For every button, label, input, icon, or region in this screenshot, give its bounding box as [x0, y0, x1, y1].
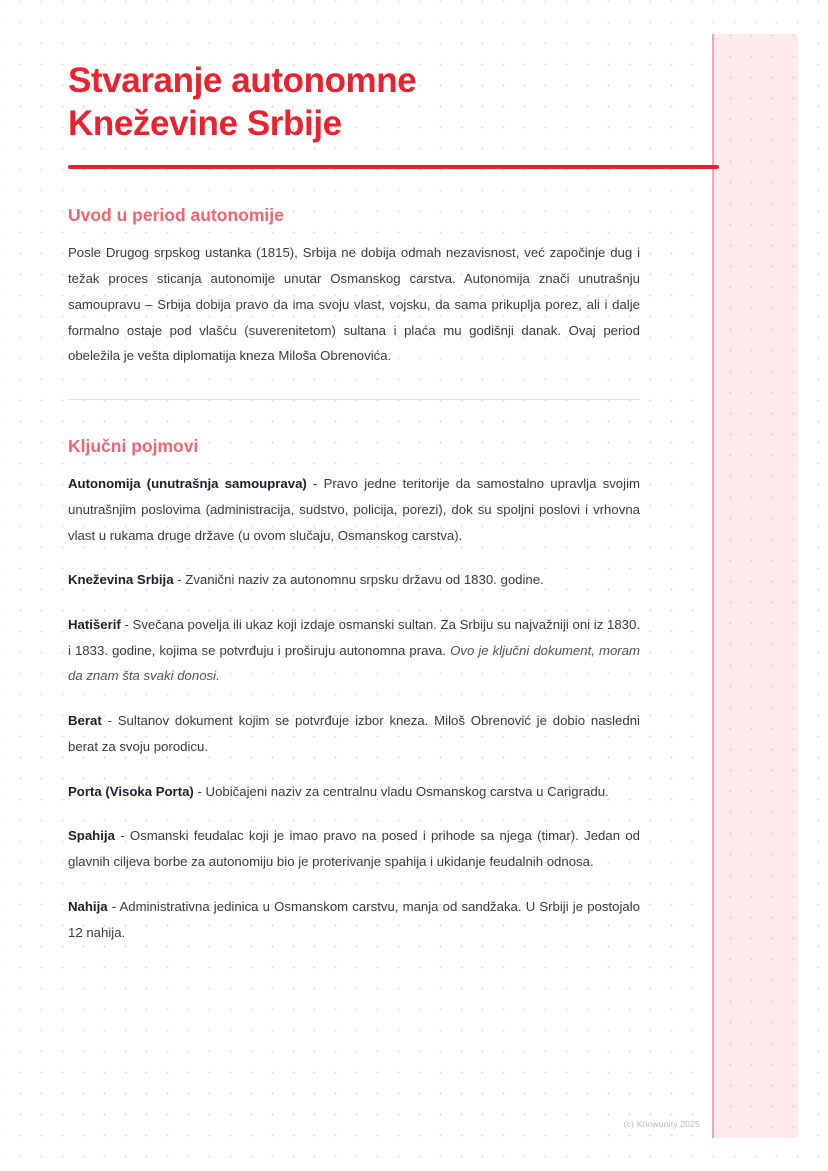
term-definition: Osmanski feudalac koji je imao pravo na posed i prihode sa njega (timar). Jedan od glavnih ciljeva borbe za autonomiju bio je proterivanje spahija i ukidanje feudalnih odnosa. — [68, 828, 640, 870]
term-dash: - — [120, 616, 133, 632]
term-definition: Svečana povelja ili ukaz koji izdaje osmanski sultan. Za Srbiju su najvažniji oni iz 1830. i 1833. godine, kojima se potvrđuju i proširuju autonomna prava. — [68, 616, 640, 658]
term-definition: Zvanični naziv za autonomnu srpsku državu od 1830. godine. — [185, 572, 544, 588]
page-title — [68, 60, 640, 145]
term-name: Nahija — [68, 898, 108, 914]
intro-paragraph: Posle Drugog srpskog ustanka (1815), Srbija ne dobija odmah nezavisnost, već započinje dug i težak proces sticanja autonomije unutar Osmanskog carstva. Autonomija znači unutrašnju samoupravu – Srbija dobija pravo da ima svoju vlast, vojsku, da sama prikuplja porez, ali i dalje formalno ostaje pod vlašću (suverenitetom) sultana i plaća mu godišnji danak. Ovaj period obeležila je vešta diplomatija kneza Miloša Obrenovića. — [68, 245, 640, 364]
term-dash: - — [114, 828, 130, 844]
footer-credit: (c) Knowunity 2025 — [623, 1119, 700, 1129]
term-name: Hatišerif — [68, 616, 121, 632]
term-note: Ovo je ključni dokument, moram da znam šta svaki donosi. — [68, 642, 640, 684]
section-heading-intro: Uvod u period autonomije — [68, 205, 284, 226]
term-name: Porta (Visoka Porta) — [68, 783, 194, 799]
term-name: Autonomija (unutrašnja samouprava) — [68, 476, 307, 492]
term-definition: Uobičajeni naziv za centralnu vladu Osmanskog carstva u Carigradu. — [205, 783, 609, 799]
term-definition: Sultanov dokument kojim se potvrđuje izbor kneza. Miloš Obrenović je dobio nasledni berat za svoju porodicu. — [68, 713, 640, 754]
term-dash: - — [306, 476, 324, 492]
term-definition: Pravo jedne teritorije da samostalno upravlja svojim unutrašnjim poslovima (administracija, sudstvo, policija, porezi), dok su spoljni poslovi i vrhovna vlast u rukama druge države (u ovom slučaju, Osmanskog carstva). — [68, 476, 640, 543]
term-dash: - — [101, 713, 118, 729]
term-dash: - — [107, 898, 120, 914]
term-dash: - — [173, 572, 186, 588]
list-item — [68, 471, 640, 548]
list-item — [68, 612, 640, 689]
section-divider — [68, 399, 640, 400]
page-title-line-2: Kneževine Srbije — [68, 103, 342, 143]
term-name: Berat — [68, 713, 102, 729]
list-item — [68, 708, 640, 759]
page-title-line-1: Stvaranje autonomne — [68, 61, 417, 100]
right-decorative-band — [712, 34, 798, 1138]
title-underline-rule — [68, 165, 719, 169]
term-dash: - — [193, 783, 206, 799]
term-definition: Administrativna jedinica u Osmanskom carstvu, manja od sandžaka. U Srbiji je postojalo 12 nahija. — [68, 898, 640, 940]
list-item — [68, 894, 640, 945]
section-heading-key-terms: Ključni pojmovi — [68, 436, 199, 457]
document-content — [68, 60, 640, 945]
list-item — [68, 823, 640, 874]
term-name: Kneževina Srbija — [68, 572, 174, 588]
list-item — [68, 567, 640, 593]
term-name: Spahija — [68, 828, 115, 844]
list-item — [68, 779, 640, 805]
terms-list — [68, 471, 640, 945]
